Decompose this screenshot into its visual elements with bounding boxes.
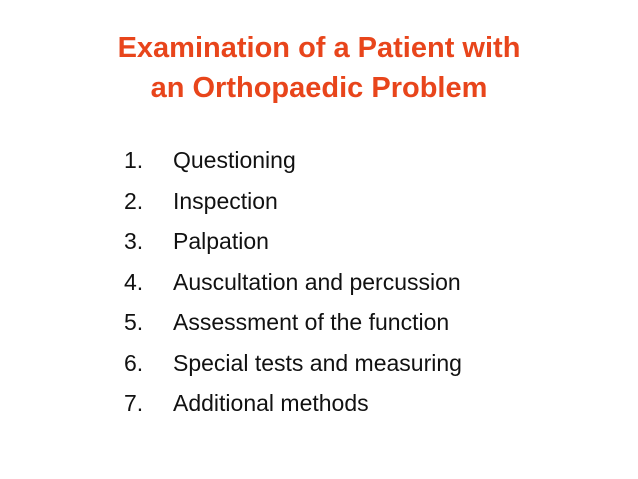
list-item-text: Palpation [173,228,269,254]
list-item-text: Auscultation and percussion [173,268,461,295]
list-item [124,383,462,424]
list-item-number: 6. [124,349,144,376]
list-item-number: 7. [124,390,144,416]
list-item [124,302,462,343]
list-item [124,262,462,303]
title-line-1: Examination of a Patient with [117,32,521,64]
list-item-text: Questioning [173,147,296,173]
list-item-text: Special tests and measuring [173,349,462,376]
slide-title [0,28,638,108]
list-item-text: Inspection [173,187,278,214]
list-item-number: 1. [124,147,144,173]
list-item-text: Additional methods [173,390,369,416]
numbered-list [124,140,462,424]
list-item [124,221,462,262]
title-line-2: an Orthopaedic Problem [150,72,488,104]
list-item-number: 2. [124,187,144,214]
list-item [124,140,462,181]
list-item-number: 4. [124,268,144,295]
list-item [124,343,462,384]
list-item [124,181,462,222]
list-item-text: Assessment of the function [173,309,450,335]
list-item-number: 5. [124,309,144,335]
list-item-number: 3. [124,228,144,254]
